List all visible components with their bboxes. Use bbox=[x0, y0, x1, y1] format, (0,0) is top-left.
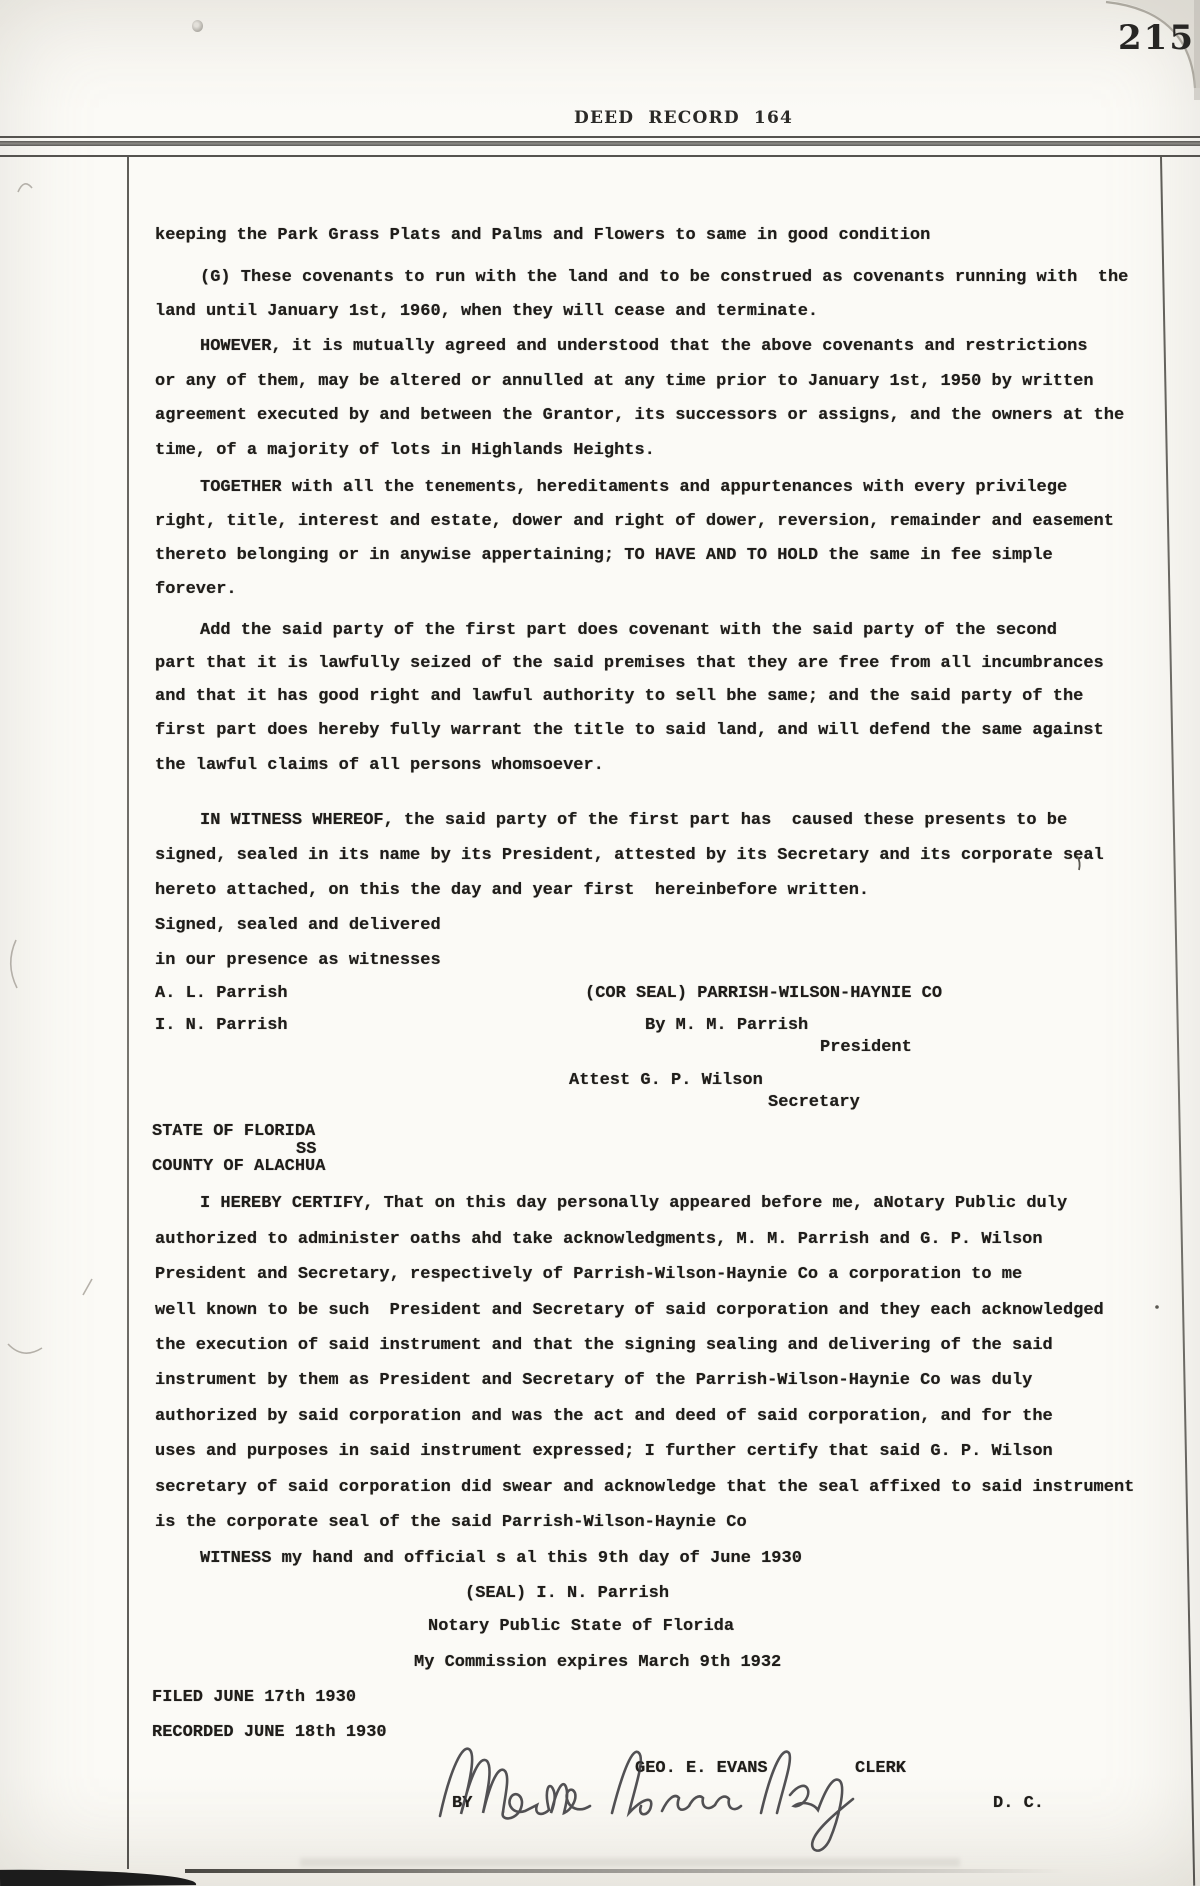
deed-text-line: keeping the Park Grass Plats and Palms and Flowers to same in good condition bbox=[155, 226, 931, 245]
deed-text-line: hereto attached, on this the day and year first hereinbefore written. bbox=[155, 881, 870, 900]
deed-text-line: first part does hereby fully warrant the title to said land, and will defend the same against bbox=[155, 721, 1104, 740]
deputy-initials: D. C. bbox=[993, 1794, 1045, 1813]
attest-signature: Attest G. P. Wilson bbox=[569, 1071, 763, 1090]
deed-text-line: is the corporate seal of the said Parrish-Wilson-Haynie Co bbox=[155, 1513, 747, 1532]
deed-text-line: President and Secretary, respectively of Parrish-Wilson-Haynie Co a corporation to me bbox=[155, 1265, 1023, 1284]
deed-text-line: and that it has good right and lawful authority to sell bhe same; and the said party of the bbox=[155, 687, 1084, 706]
deed-text-line: Signed, sealed and delivered bbox=[155, 916, 441, 935]
deed-text-line: time, of a majority of lots in Highlands Heights. bbox=[155, 441, 655, 460]
scan-edge-line bbox=[185, 1869, 1065, 1873]
by-label: BY bbox=[452, 1794, 473, 1813]
deed-text-line: or any of them, may be altered or annulled at any time prior to January 1st, 1950 by written bbox=[155, 372, 1094, 391]
ss-label: SS bbox=[296, 1140, 317, 1159]
deed-text-line: well known to be such President and Secretary of said corporation and they each acknowledged bbox=[155, 1301, 1104, 1320]
secretary-title: Secretary bbox=[768, 1093, 860, 1112]
deed-text-line: authorized by said corporation and was the act and deed of said corporation, and for the bbox=[155, 1407, 1053, 1426]
president-title: President bbox=[820, 1038, 912, 1057]
deed-text-line: signed, sealed in its name by its President, attested by its Secretary and its corporate seal bbox=[155, 846, 1104, 865]
corporate-seal-signature: (COR SEAL) PARRISH-WILSON-HAYNIE CO bbox=[585, 984, 943, 1003]
recorded-date: RECORDED JUNE 18th 1930 bbox=[152, 1723, 387, 1742]
deed-text-line: secretary of said corporation did swear and acknowledge that the seal affixed to said instrument bbox=[155, 1478, 1135, 1497]
deed-text-line: thereto belonging or in anywise appertaining; TO HAVE AND TO HOLD the same in fee simple bbox=[155, 546, 1053, 565]
deed-text-line: (G) These covenants to run with the land and to be construed as covenants running with the bbox=[200, 268, 1129, 287]
clerk-name: GEO. E. EVANS bbox=[635, 1759, 768, 1778]
deed-text-line: TOGETHER with all the tenements, hereditaments and appurtenances with every privilege bbox=[200, 478, 1068, 497]
page-header-title: DEED RECORD 164 bbox=[574, 108, 794, 128]
president-signature: By M. M. Parrish bbox=[645, 1016, 809, 1035]
deed-text-line: WITNESS my hand and official s al this 9th day of June 1930 bbox=[200, 1549, 802, 1568]
state-heading: STATE OF FLORIDA bbox=[152, 1122, 316, 1141]
deed-text-line: IN WITNESS WHEREOF, the said party of the first part has caused these presents to be bbox=[200, 811, 1068, 830]
filed-date: FILED JUNE 17th 1930 bbox=[152, 1688, 357, 1707]
deed-text-line: the lawful claims of all persons whomsoever. bbox=[155, 756, 604, 775]
deed-text-line: I HEREBY CERTIFY, That on this day personally appeared before me, aNotary Public duly bbox=[200, 1194, 1068, 1213]
witness-name: A. L. Parrish bbox=[155, 984, 288, 1003]
deed-text-line: agreement executed by and between the Grantor, its successors or assigns, and the owners at the bbox=[155, 406, 1125, 425]
deed-text-line: right, title, interest and estate, dower and right of dower, reversion, remainder and easement bbox=[155, 512, 1114, 531]
deed-text-line: in our presence as witnesses bbox=[155, 951, 441, 970]
witness-name: I. N. Parrish bbox=[155, 1016, 288, 1035]
deed-text-line: forever. bbox=[155, 580, 237, 599]
page-number: 215 bbox=[1118, 18, 1195, 58]
deed-text-line: part that it is lawfully seized of the said premises that they are free from all incumbrances bbox=[155, 654, 1104, 673]
clerk-title: CLERK bbox=[855, 1759, 907, 1778]
commission-expiry: My Commission expires March 9th 1932 bbox=[414, 1653, 782, 1672]
deed-text-line: the execution of said instrument and that the signing sealing and delivering of the said bbox=[155, 1336, 1053, 1355]
notary-title: Notary Public State of Florida bbox=[428, 1617, 735, 1636]
deed-text-line: Add the said party of the first part does covenant with the said party of the second bbox=[200, 621, 1057, 640]
deed-text-line: uses and purposes in said instrument expressed; I further certify that said G. P. Wilson bbox=[155, 1442, 1053, 1461]
deed-text-line: authorized to administer oaths ahd take acknowledgments, M. M. Parrish and G. P. Wilson bbox=[155, 1230, 1043, 1249]
deed-text-line: instrument by them as President and Secretary of the Parrish-Wilson-Haynie Co was duly bbox=[155, 1371, 1033, 1390]
county-heading: COUNTY OF ALACHUA bbox=[152, 1157, 326, 1176]
notary-seal-signature: (SEAL) I. N. Parrish bbox=[465, 1584, 670, 1603]
deed-text-line: land until January 1st, 1960, when they will cease and terminate. bbox=[155, 302, 819, 321]
deed-text-line: HOWEVER, it is mutually agreed and understood that the above covenants and restrictions bbox=[200, 337, 1088, 356]
scan-smudge bbox=[300, 1858, 960, 1867]
